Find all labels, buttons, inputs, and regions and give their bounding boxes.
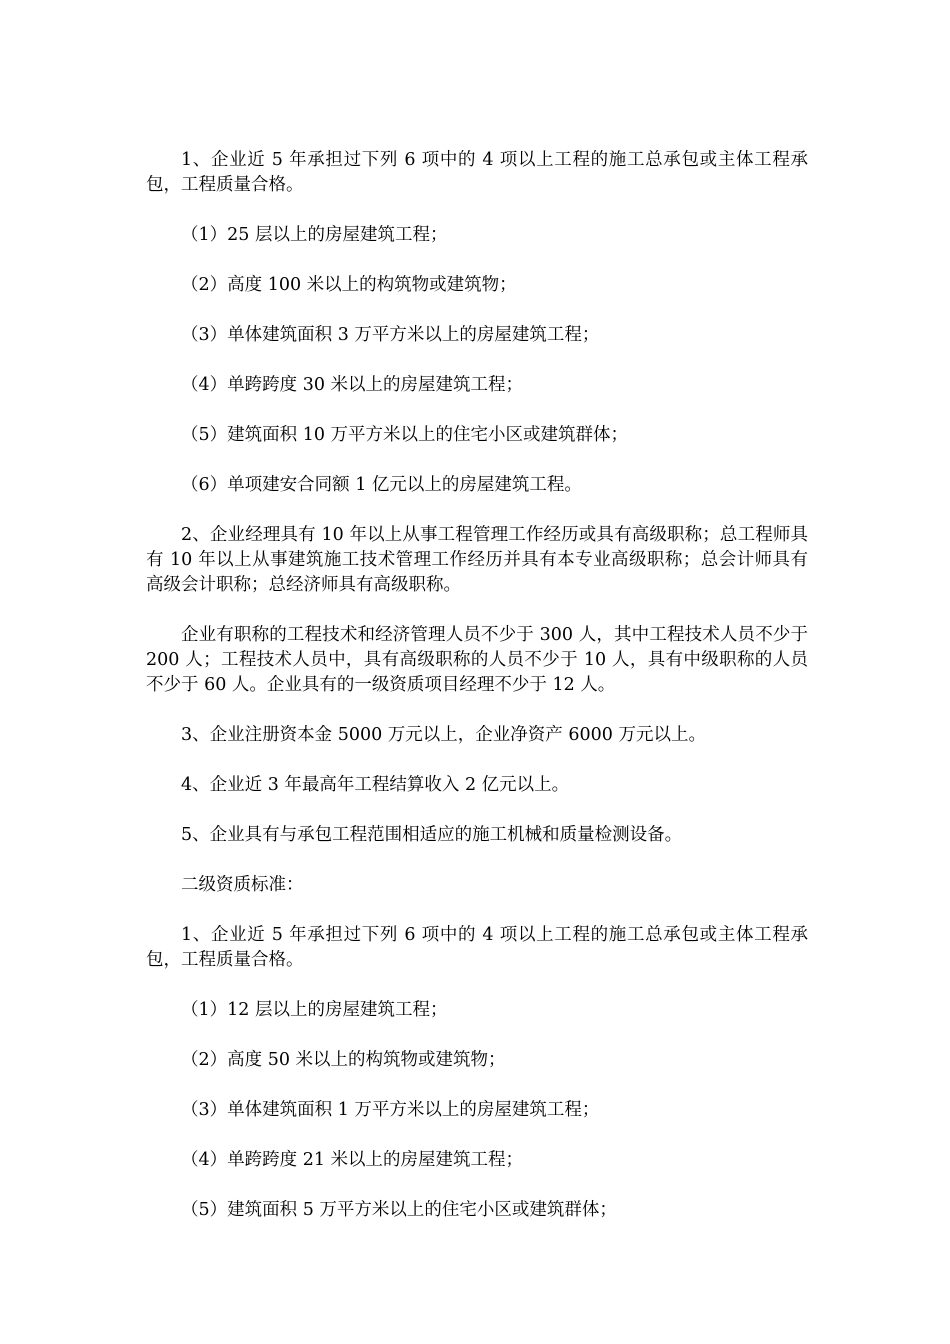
paragraph-8: 2、企业经理具有 10 年以上从事工程管理工作经历或具有高级职称；总工程师具有 10 年以上从事建筑施工技术管理工作经历并具有本专业高级职称；总会计师具有高级会计职称；总经济师具有高级职称。 bbox=[146, 525, 808, 595]
paragraph-11: 4、企业近 3 年最高年工程结算收入 2 亿元以上。 bbox=[181, 775, 570, 795]
paragraph-18: （4）单跨跨度 21 米以上的房屋建筑工程； bbox=[181, 1150, 524, 1170]
paragraph-19: （5）建筑面积 5 万平方米以上的住宅小区或建筑群体； bbox=[181, 1200, 617, 1220]
paragraph-12: 5、企业具有与承包工程范围相适应的施工机械和质量检测设备。 bbox=[181, 825, 683, 845]
paragraph-14: 1、企业近 5 年承担过下列 6 项中的 4 项以上工程的施工总承包或主体工程承包，工程质量合格。 bbox=[146, 925, 808, 970]
paragraph-10: 3、企业注册资本金 5000 万元以上，企业净资产 6000 万元以上。 bbox=[181, 725, 706, 745]
paragraph-4: （3）单体建筑面积 3 万平方米以上的房屋建筑工程； bbox=[181, 325, 600, 345]
document-body bbox=[146, 148, 808, 1248]
paragraph-3: （2）高度 100 米以上的构筑物或建筑物； bbox=[181, 275, 517, 295]
paragraph-7: （6）单项建安合同额 1 亿元以上的房屋建筑工程。 bbox=[181, 475, 582, 495]
paragraph-2: （1）25 层以上的房屋建筑工程； bbox=[181, 225, 448, 245]
paragraph-5: （4）单跨跨度 30 米以上的房屋建筑工程； bbox=[181, 375, 524, 395]
paragraph-6: （5）建筑面积 10 万平方米以上的住宅小区或建筑群体； bbox=[181, 425, 629, 445]
paragraph-16: （2）高度 50 米以上的构筑物或建筑物； bbox=[181, 1050, 506, 1070]
section-heading: 二级资质标准： bbox=[181, 875, 304, 895]
paragraph-15: （1）12 层以上的房屋建筑工程； bbox=[181, 1000, 448, 1020]
paragraph-9: 企业有职称的工程技术和经济管理人员不少于 300 人，其中工程技术人员不少于 200 人；工程技术人员中，具有高级职称的人员不少于 10 人，具有中级职称的人员不少于 60 人。企业具有的一级资质项目经理不少于 12 人。 bbox=[146, 625, 808, 695]
paragraph-1: 1、企业近 5 年承担过下列 6 项中的 4 项以上工程的施工总承包或主体工程承包，工程质量合格。 bbox=[146, 150, 808, 195]
paragraph-17: （3）单体建筑面积 1 万平方米以上的房屋建筑工程； bbox=[181, 1100, 600, 1120]
